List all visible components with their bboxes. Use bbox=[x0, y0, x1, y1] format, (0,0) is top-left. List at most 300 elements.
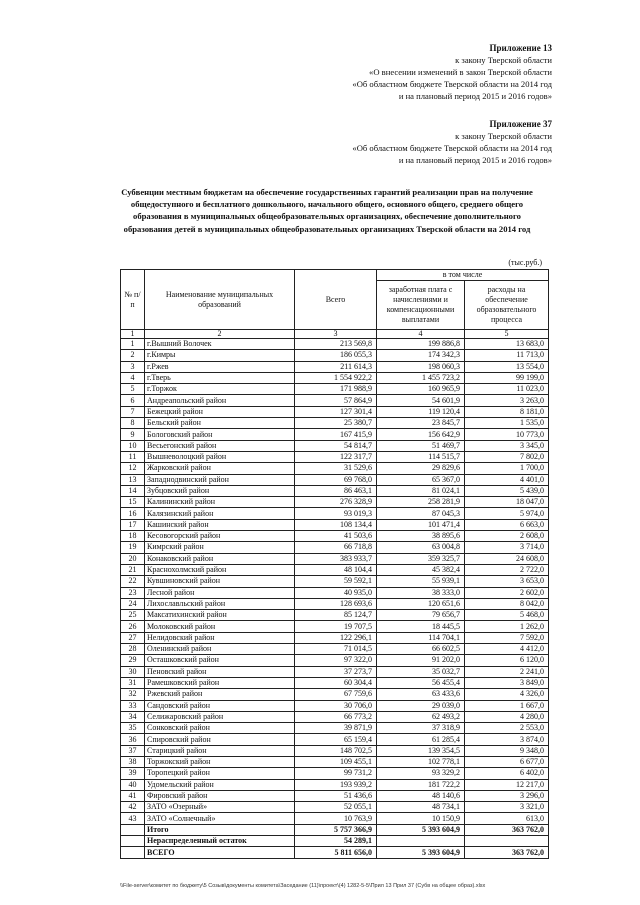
row-number: 42 bbox=[121, 802, 145, 813]
municipality-name: Кимрский район bbox=[145, 542, 295, 553]
table-row bbox=[121, 339, 549, 350]
row-number: 33 bbox=[121, 700, 145, 711]
total-value: 276 328,9 bbox=[295, 497, 377, 508]
header-expenses: расходы на обеспечение образовательного процесса bbox=[465, 281, 549, 330]
municipality-name: Андреапольский район bbox=[145, 395, 295, 406]
municipality-name: Кашинский район bbox=[145, 519, 295, 530]
salary-value: 79 656,7 bbox=[377, 610, 465, 621]
header-including: в том числе bbox=[377, 270, 549, 281]
appendix-13-line: «О внесении изменений в закон Тверской области bbox=[369, 67, 552, 77]
row-number: 24 bbox=[121, 598, 145, 609]
row-number: 26 bbox=[121, 621, 145, 632]
expenses-value: 363 762,0 bbox=[465, 847, 549, 858]
total-value: 171 988,9 bbox=[295, 384, 377, 395]
row-number: 3 bbox=[121, 361, 145, 372]
salary-value: 48 734,1 bbox=[377, 802, 465, 813]
salary-value: 114 704,1 bbox=[377, 632, 465, 643]
appendix-37-header bbox=[352, 118, 552, 166]
column-number: 1 bbox=[121, 330, 145, 339]
summary-row bbox=[121, 824, 549, 835]
summary-row bbox=[121, 847, 549, 858]
expenses-value: 4 412,0 bbox=[465, 644, 549, 655]
table-row bbox=[121, 689, 549, 700]
table-row bbox=[121, 576, 549, 587]
row-number bbox=[121, 824, 145, 835]
municipality-name: Торжокский район bbox=[145, 756, 295, 767]
total-value: 71 014,5 bbox=[295, 644, 377, 655]
expenses-value: 2 608,0 bbox=[465, 531, 549, 542]
expenses-value: 99 199,0 bbox=[465, 372, 549, 383]
total-value: 86 463,1 bbox=[295, 485, 377, 496]
appendix-13-header bbox=[352, 42, 552, 102]
salary-value: 37 318,9 bbox=[377, 723, 465, 734]
expenses-value: 7 592,0 bbox=[465, 632, 549, 643]
salary-value: 156 642,9 bbox=[377, 429, 465, 440]
header-name: Наименование муниципальных образований bbox=[145, 270, 295, 330]
expenses-value: 1 535,0 bbox=[465, 418, 549, 429]
table-row bbox=[121, 598, 549, 609]
total-value: 127 301,4 bbox=[295, 406, 377, 417]
municipality-name: г.Тверь bbox=[145, 372, 295, 383]
salary-value: 139 354,5 bbox=[377, 745, 465, 756]
file-path-footer: \\File-server\комитет по бюджету\5 Созыв\документы комитета\Заседание (11)\проект\(4) 1282-5-5\Прил 13 Прил 37 (Субв на общее образ).xlsx bbox=[120, 883, 486, 889]
total-value: 109 455,1 bbox=[295, 756, 377, 767]
row-number: 35 bbox=[121, 723, 145, 734]
total-value: 108 134,4 bbox=[295, 519, 377, 530]
salary-value: 87 045,3 bbox=[377, 508, 465, 519]
municipality-name: Торопецкий район bbox=[145, 768, 295, 779]
municipality-name: Кесовогорский район bbox=[145, 531, 295, 542]
expenses-value: 3 296,0 bbox=[465, 790, 549, 801]
municipality-name: Вышневолоцкий район bbox=[145, 451, 295, 462]
expenses-value: 2 553,0 bbox=[465, 723, 549, 734]
total-value: 51 436,6 bbox=[295, 790, 377, 801]
municipality-name: Осташковский район bbox=[145, 655, 295, 666]
salary-value: 5 393 604,9 bbox=[377, 824, 465, 835]
municipality-name: Нераспределенный остаток bbox=[145, 836, 295, 847]
salary-value: 359 325,7 bbox=[377, 553, 465, 564]
municipality-name: г.Кимры bbox=[145, 350, 295, 361]
row-number: 38 bbox=[121, 756, 145, 767]
expenses-value: 5 439,0 bbox=[465, 485, 549, 496]
appendix-13-line: и на плановый период 2015 и 2016 годов» bbox=[398, 91, 552, 101]
table-row bbox=[121, 802, 549, 813]
municipality-name: г.Торжок bbox=[145, 384, 295, 395]
municipality-name: Бельский район bbox=[145, 418, 295, 429]
total-value: 167 415,9 bbox=[295, 429, 377, 440]
salary-value: 181 722,2 bbox=[377, 779, 465, 790]
total-value: 54 289,1 bbox=[295, 836, 377, 847]
salary-value: 174 342,3 bbox=[377, 350, 465, 361]
row-number bbox=[121, 847, 145, 858]
table-row bbox=[121, 813, 549, 824]
document-title: Субвенции местным бюджетам на обеспечение государственных гарантий реализации прав на получение общедоступного и бесплатного дошкольного, начального общего, основного общего, среднего общего образования в муниципальных общеобразовательных организациях, обеспечение дополнительного образования детей в муниципальных общеобразовательных организациях Тверской области на 2014 год bbox=[121, 187, 533, 234]
salary-value: 114 515,7 bbox=[377, 451, 465, 462]
summary-row bbox=[121, 836, 549, 847]
row-number: 22 bbox=[121, 576, 145, 587]
row-number: 5 bbox=[121, 384, 145, 395]
expenses-value: 12 217,0 bbox=[465, 779, 549, 790]
salary-value: 65 367,0 bbox=[377, 474, 465, 485]
salary-value: 66 602,5 bbox=[377, 644, 465, 655]
municipality-name: Старицкий район bbox=[145, 745, 295, 756]
total-value: 85 124,7 bbox=[295, 610, 377, 621]
total-value: 37 273,7 bbox=[295, 666, 377, 677]
expenses-value: 4 401,0 bbox=[465, 474, 549, 485]
expenses-value: 24 608,0 bbox=[465, 553, 549, 564]
units-label: (тыс.руб.) bbox=[508, 258, 542, 267]
table-row bbox=[121, 508, 549, 519]
row-number: 23 bbox=[121, 587, 145, 598]
total-value: 30 706,0 bbox=[295, 700, 377, 711]
row-number: 29 bbox=[121, 655, 145, 666]
expenses-value bbox=[465, 836, 549, 847]
salary-value: 18 445,5 bbox=[377, 621, 465, 632]
total-value: 5 811 656,0 bbox=[295, 847, 377, 858]
appendix-37-line: к закону Тверской области bbox=[455, 131, 552, 141]
table-row bbox=[121, 610, 549, 621]
header-no: № п/п bbox=[121, 270, 145, 330]
table-row bbox=[121, 677, 549, 688]
total-value: 69 768,0 bbox=[295, 474, 377, 485]
total-value: 54 814,7 bbox=[295, 440, 377, 451]
total-value: 65 159,4 bbox=[295, 734, 377, 745]
total-value: 97 322,0 bbox=[295, 655, 377, 666]
table-row bbox=[121, 666, 549, 677]
column-number: 4 bbox=[377, 330, 465, 339]
table-row bbox=[121, 384, 549, 395]
total-value: 1 554 922,2 bbox=[295, 372, 377, 383]
expenses-value: 11 713,0 bbox=[465, 350, 549, 361]
municipality-name: Кувшиновский район bbox=[145, 576, 295, 587]
municipality-name: Весьегонский район bbox=[145, 440, 295, 451]
municipality-name: Молоковский район bbox=[145, 621, 295, 632]
row-number: 11 bbox=[121, 451, 145, 462]
row-number: 34 bbox=[121, 711, 145, 722]
municipality-name: г.Ржев bbox=[145, 361, 295, 372]
total-value: 93 019,3 bbox=[295, 508, 377, 519]
total-value: 57 864,9 bbox=[295, 395, 377, 406]
expenses-value: 1 667,0 bbox=[465, 700, 549, 711]
total-value: 122 296,1 bbox=[295, 632, 377, 643]
salary-value: 29 039,0 bbox=[377, 700, 465, 711]
table-row bbox=[121, 542, 549, 553]
row-number: 10 bbox=[121, 440, 145, 451]
row-number: 39 bbox=[121, 768, 145, 779]
table-row bbox=[121, 406, 549, 417]
salary-value: 198 060,3 bbox=[377, 361, 465, 372]
table-row bbox=[121, 587, 549, 598]
municipality-name: ЗАТО «Озерный» bbox=[145, 802, 295, 813]
municipality-name: Оленинский район bbox=[145, 644, 295, 655]
total-value: 39 871,9 bbox=[295, 723, 377, 734]
table-row bbox=[121, 790, 549, 801]
expenses-value: 6 120,0 bbox=[465, 655, 549, 666]
expenses-value: 13 554,0 bbox=[465, 361, 549, 372]
municipality-name: Жарковский район bbox=[145, 463, 295, 474]
table-row bbox=[121, 429, 549, 440]
municipality-name: Нелидовский район bbox=[145, 632, 295, 643]
salary-value: 55 939,1 bbox=[377, 576, 465, 587]
expenses-value: 2 602,0 bbox=[465, 587, 549, 598]
expenses-value: 1 262,0 bbox=[465, 621, 549, 632]
expenses-value: 13 683,0 bbox=[465, 339, 549, 350]
row-number: 20 bbox=[121, 553, 145, 564]
row-number: 8 bbox=[121, 418, 145, 429]
municipality-name: Спировский район bbox=[145, 734, 295, 745]
expenses-value: 10 773,0 bbox=[465, 429, 549, 440]
salary-value: 120 651,6 bbox=[377, 598, 465, 609]
row-number: 30 bbox=[121, 666, 145, 677]
table-row bbox=[121, 621, 549, 632]
total-value: 59 592,1 bbox=[295, 576, 377, 587]
row-number: 9 bbox=[121, 429, 145, 440]
row-number: 25 bbox=[121, 610, 145, 621]
appendix-37-line: «Об областном бюджете Тверской области на 2014 год bbox=[352, 143, 552, 153]
salary-value: 81 024,1 bbox=[377, 485, 465, 496]
total-value: 25 380,7 bbox=[295, 418, 377, 429]
row-number: 14 bbox=[121, 485, 145, 496]
expenses-value: 363 762,0 bbox=[465, 824, 549, 835]
table-body bbox=[121, 339, 549, 859]
expenses-value: 5 468,0 bbox=[465, 610, 549, 621]
table-row bbox=[121, 711, 549, 722]
salary-value: 61 285,4 bbox=[377, 734, 465, 745]
total-value: 5 757 366,9 bbox=[295, 824, 377, 835]
appendix-13-line: к закону Тверской области bbox=[455, 55, 552, 65]
expenses-value: 18 047,0 bbox=[465, 497, 549, 508]
row-number: 1 bbox=[121, 339, 145, 350]
expenses-value: 3 849,0 bbox=[465, 677, 549, 688]
total-value: 186 055,3 bbox=[295, 350, 377, 361]
appendix-13-title: Приложение 13 bbox=[489, 43, 552, 53]
expenses-value: 3 321,0 bbox=[465, 802, 549, 813]
row-number: 4 bbox=[121, 372, 145, 383]
row-number: 36 bbox=[121, 734, 145, 745]
table-row bbox=[121, 564, 549, 575]
total-value: 40 935,0 bbox=[295, 587, 377, 598]
municipality-name: ЗАТО «Солнечный» bbox=[145, 813, 295, 824]
row-number: 28 bbox=[121, 644, 145, 655]
table-row bbox=[121, 474, 549, 485]
total-value: 67 759,6 bbox=[295, 689, 377, 700]
table-row bbox=[121, 497, 549, 508]
table-row bbox=[121, 519, 549, 530]
municipality-name: Бежецкий район bbox=[145, 406, 295, 417]
total-value: 99 731,2 bbox=[295, 768, 377, 779]
expenses-value: 6 677,0 bbox=[465, 756, 549, 767]
salary-value bbox=[377, 836, 465, 847]
municipality-name: Конаковский район bbox=[145, 553, 295, 564]
salary-value: 119 120,4 bbox=[377, 406, 465, 417]
row-number: 32 bbox=[121, 689, 145, 700]
salary-value: 93 329,2 bbox=[377, 768, 465, 779]
expenses-value: 2 241,0 bbox=[465, 666, 549, 677]
header-salary: заработная плата с начислениями и компенсационными выплатами bbox=[377, 281, 465, 330]
row-number: 7 bbox=[121, 406, 145, 417]
appendix-37-line: и на плановый период 2015 и 2016 годов» bbox=[398, 155, 552, 165]
salary-value: 258 281,9 bbox=[377, 497, 465, 508]
appendix-13-line: «Об областном бюджете Тверской области на 2014 год bbox=[352, 79, 552, 89]
salary-value: 48 140,6 bbox=[377, 790, 465, 801]
salary-value: 1 455 723,2 bbox=[377, 372, 465, 383]
table-row bbox=[121, 451, 549, 462]
total-value: 60 304,4 bbox=[295, 677, 377, 688]
municipality-name: Рамешковский район bbox=[145, 677, 295, 688]
column-number: 3 bbox=[295, 330, 377, 339]
municipality-name: Лесной район bbox=[145, 587, 295, 598]
expenses-value: 3 263,0 bbox=[465, 395, 549, 406]
salary-value: 102 778,1 bbox=[377, 756, 465, 767]
row-number: 37 bbox=[121, 745, 145, 756]
table-row bbox=[121, 644, 549, 655]
salary-value: 10 150,9 bbox=[377, 813, 465, 824]
salary-value: 62 493,2 bbox=[377, 711, 465, 722]
row-number: 13 bbox=[121, 474, 145, 485]
expenses-value: 6 402,0 bbox=[465, 768, 549, 779]
expenses-value: 3 653,0 bbox=[465, 576, 549, 587]
table-row bbox=[121, 418, 549, 429]
total-value: 128 693,6 bbox=[295, 598, 377, 609]
appendix-37-title: Приложение 37 bbox=[489, 119, 552, 129]
row-number: 16 bbox=[121, 508, 145, 519]
expenses-value: 6 663,0 bbox=[465, 519, 549, 530]
total-value: 211 614,3 bbox=[295, 361, 377, 372]
row-number: 2 bbox=[121, 350, 145, 361]
total-value: 66 773,2 bbox=[295, 711, 377, 722]
row-number bbox=[121, 836, 145, 847]
table-row bbox=[121, 361, 549, 372]
expenses-value: 8 042,0 bbox=[465, 598, 549, 609]
municipality-name: Зубцовский район bbox=[145, 485, 295, 496]
salary-value: 38 333,0 bbox=[377, 587, 465, 598]
total-value: 193 939,2 bbox=[295, 779, 377, 790]
expenses-value: 3 874,0 bbox=[465, 734, 549, 745]
municipality-name: Ржевский район bbox=[145, 689, 295, 700]
salary-value: 51 469,7 bbox=[377, 440, 465, 451]
table-row bbox=[121, 655, 549, 666]
expenses-value: 7 802,0 bbox=[465, 451, 549, 462]
table-row bbox=[121, 700, 549, 711]
municipality-name: г.Вышний Волочек bbox=[145, 339, 295, 350]
table-row bbox=[121, 768, 549, 779]
municipality-name: Сандовский район bbox=[145, 700, 295, 711]
header-total: Всего bbox=[295, 270, 377, 330]
municipality-name: Калязинский район bbox=[145, 508, 295, 519]
salary-value: 160 965,9 bbox=[377, 384, 465, 395]
row-number: 6 bbox=[121, 395, 145, 406]
table-row bbox=[121, 632, 549, 643]
municipality-name: Краснохолмский район bbox=[145, 564, 295, 575]
municipality-name: Удомельский район bbox=[145, 779, 295, 790]
expenses-value: 5 974,0 bbox=[465, 508, 549, 519]
municipality-name: Итого bbox=[145, 824, 295, 835]
total-value: 148 702,5 bbox=[295, 745, 377, 756]
municipality-name: Фировский район bbox=[145, 790, 295, 801]
salary-value: 23 845,7 bbox=[377, 418, 465, 429]
expenses-value: 4 280,0 bbox=[465, 711, 549, 722]
row-number: 41 bbox=[121, 790, 145, 801]
expenses-value: 1 700,0 bbox=[465, 463, 549, 474]
salary-value: 56 455,4 bbox=[377, 677, 465, 688]
total-value: 41 503,6 bbox=[295, 531, 377, 542]
municipality-name: Западнодвинский район bbox=[145, 474, 295, 485]
salary-value: 199 886,8 bbox=[377, 339, 465, 350]
table-row bbox=[121, 531, 549, 542]
municipality-name: Селижаровский район bbox=[145, 711, 295, 722]
municipality-name: Лихославльский район bbox=[145, 598, 295, 609]
expenses-value: 11 023,0 bbox=[465, 384, 549, 395]
total-value: 66 718,8 bbox=[295, 542, 377, 553]
table-row bbox=[121, 723, 549, 734]
total-value: 19 707,5 bbox=[295, 621, 377, 632]
expenses-value: 8 181,0 bbox=[465, 406, 549, 417]
row-number: 21 bbox=[121, 564, 145, 575]
expenses-value: 9 348,0 bbox=[465, 745, 549, 756]
salary-value: 38 895,6 bbox=[377, 531, 465, 542]
table-row bbox=[121, 734, 549, 745]
row-number: 19 bbox=[121, 542, 145, 553]
total-value: 10 763,9 bbox=[295, 813, 377, 824]
salary-value: 35 032,7 bbox=[377, 666, 465, 677]
municipality-name: Сонковский район bbox=[145, 723, 295, 734]
total-value: 383 933,7 bbox=[295, 553, 377, 564]
municipality-name: Пеновский район bbox=[145, 666, 295, 677]
table-row bbox=[121, 372, 549, 383]
municipality-name: ВСЕГО bbox=[145, 847, 295, 858]
row-number: 31 bbox=[121, 677, 145, 688]
salary-value: 29 829,6 bbox=[377, 463, 465, 474]
salary-value: 45 382,4 bbox=[377, 564, 465, 575]
row-number: 12 bbox=[121, 463, 145, 474]
row-number: 40 bbox=[121, 779, 145, 790]
table-row bbox=[121, 395, 549, 406]
row-number: 43 bbox=[121, 813, 145, 824]
table-row bbox=[121, 440, 549, 451]
total-value: 31 529,6 bbox=[295, 463, 377, 474]
salary-value: 63 004,8 bbox=[377, 542, 465, 553]
expenses-value: 2 722,0 bbox=[465, 564, 549, 575]
total-value: 122 317,7 bbox=[295, 451, 377, 462]
expenses-value: 4 326,0 bbox=[465, 689, 549, 700]
table-row bbox=[121, 745, 549, 756]
table-row bbox=[121, 463, 549, 474]
column-number: 2 bbox=[145, 330, 295, 339]
expenses-value: 3 345,0 bbox=[465, 440, 549, 451]
salary-value: 5 393 604,9 bbox=[377, 847, 465, 858]
row-number: 18 bbox=[121, 531, 145, 542]
salary-value: 91 202,0 bbox=[377, 655, 465, 666]
row-number: 17 bbox=[121, 519, 145, 530]
expenses-value: 3 714,0 bbox=[465, 542, 549, 553]
municipality-name: Бологовский район bbox=[145, 429, 295, 440]
table-row bbox=[121, 779, 549, 790]
salary-value: 101 471,4 bbox=[377, 519, 465, 530]
salary-value: 63 433,6 bbox=[377, 689, 465, 700]
row-number: 15 bbox=[121, 497, 145, 508]
municipality-name: Калининский район bbox=[145, 497, 295, 508]
total-value: 213 569,8 bbox=[295, 339, 377, 350]
table-row bbox=[121, 485, 549, 496]
municipality-name: Максатихинский район bbox=[145, 610, 295, 621]
row-number: 27 bbox=[121, 632, 145, 643]
table-row bbox=[121, 756, 549, 767]
salary-value: 54 601,9 bbox=[377, 395, 465, 406]
total-value: 48 104,4 bbox=[295, 564, 377, 575]
column-number: 5 bbox=[465, 330, 549, 339]
table-row bbox=[121, 553, 549, 564]
total-value: 52 055,1 bbox=[295, 802, 377, 813]
